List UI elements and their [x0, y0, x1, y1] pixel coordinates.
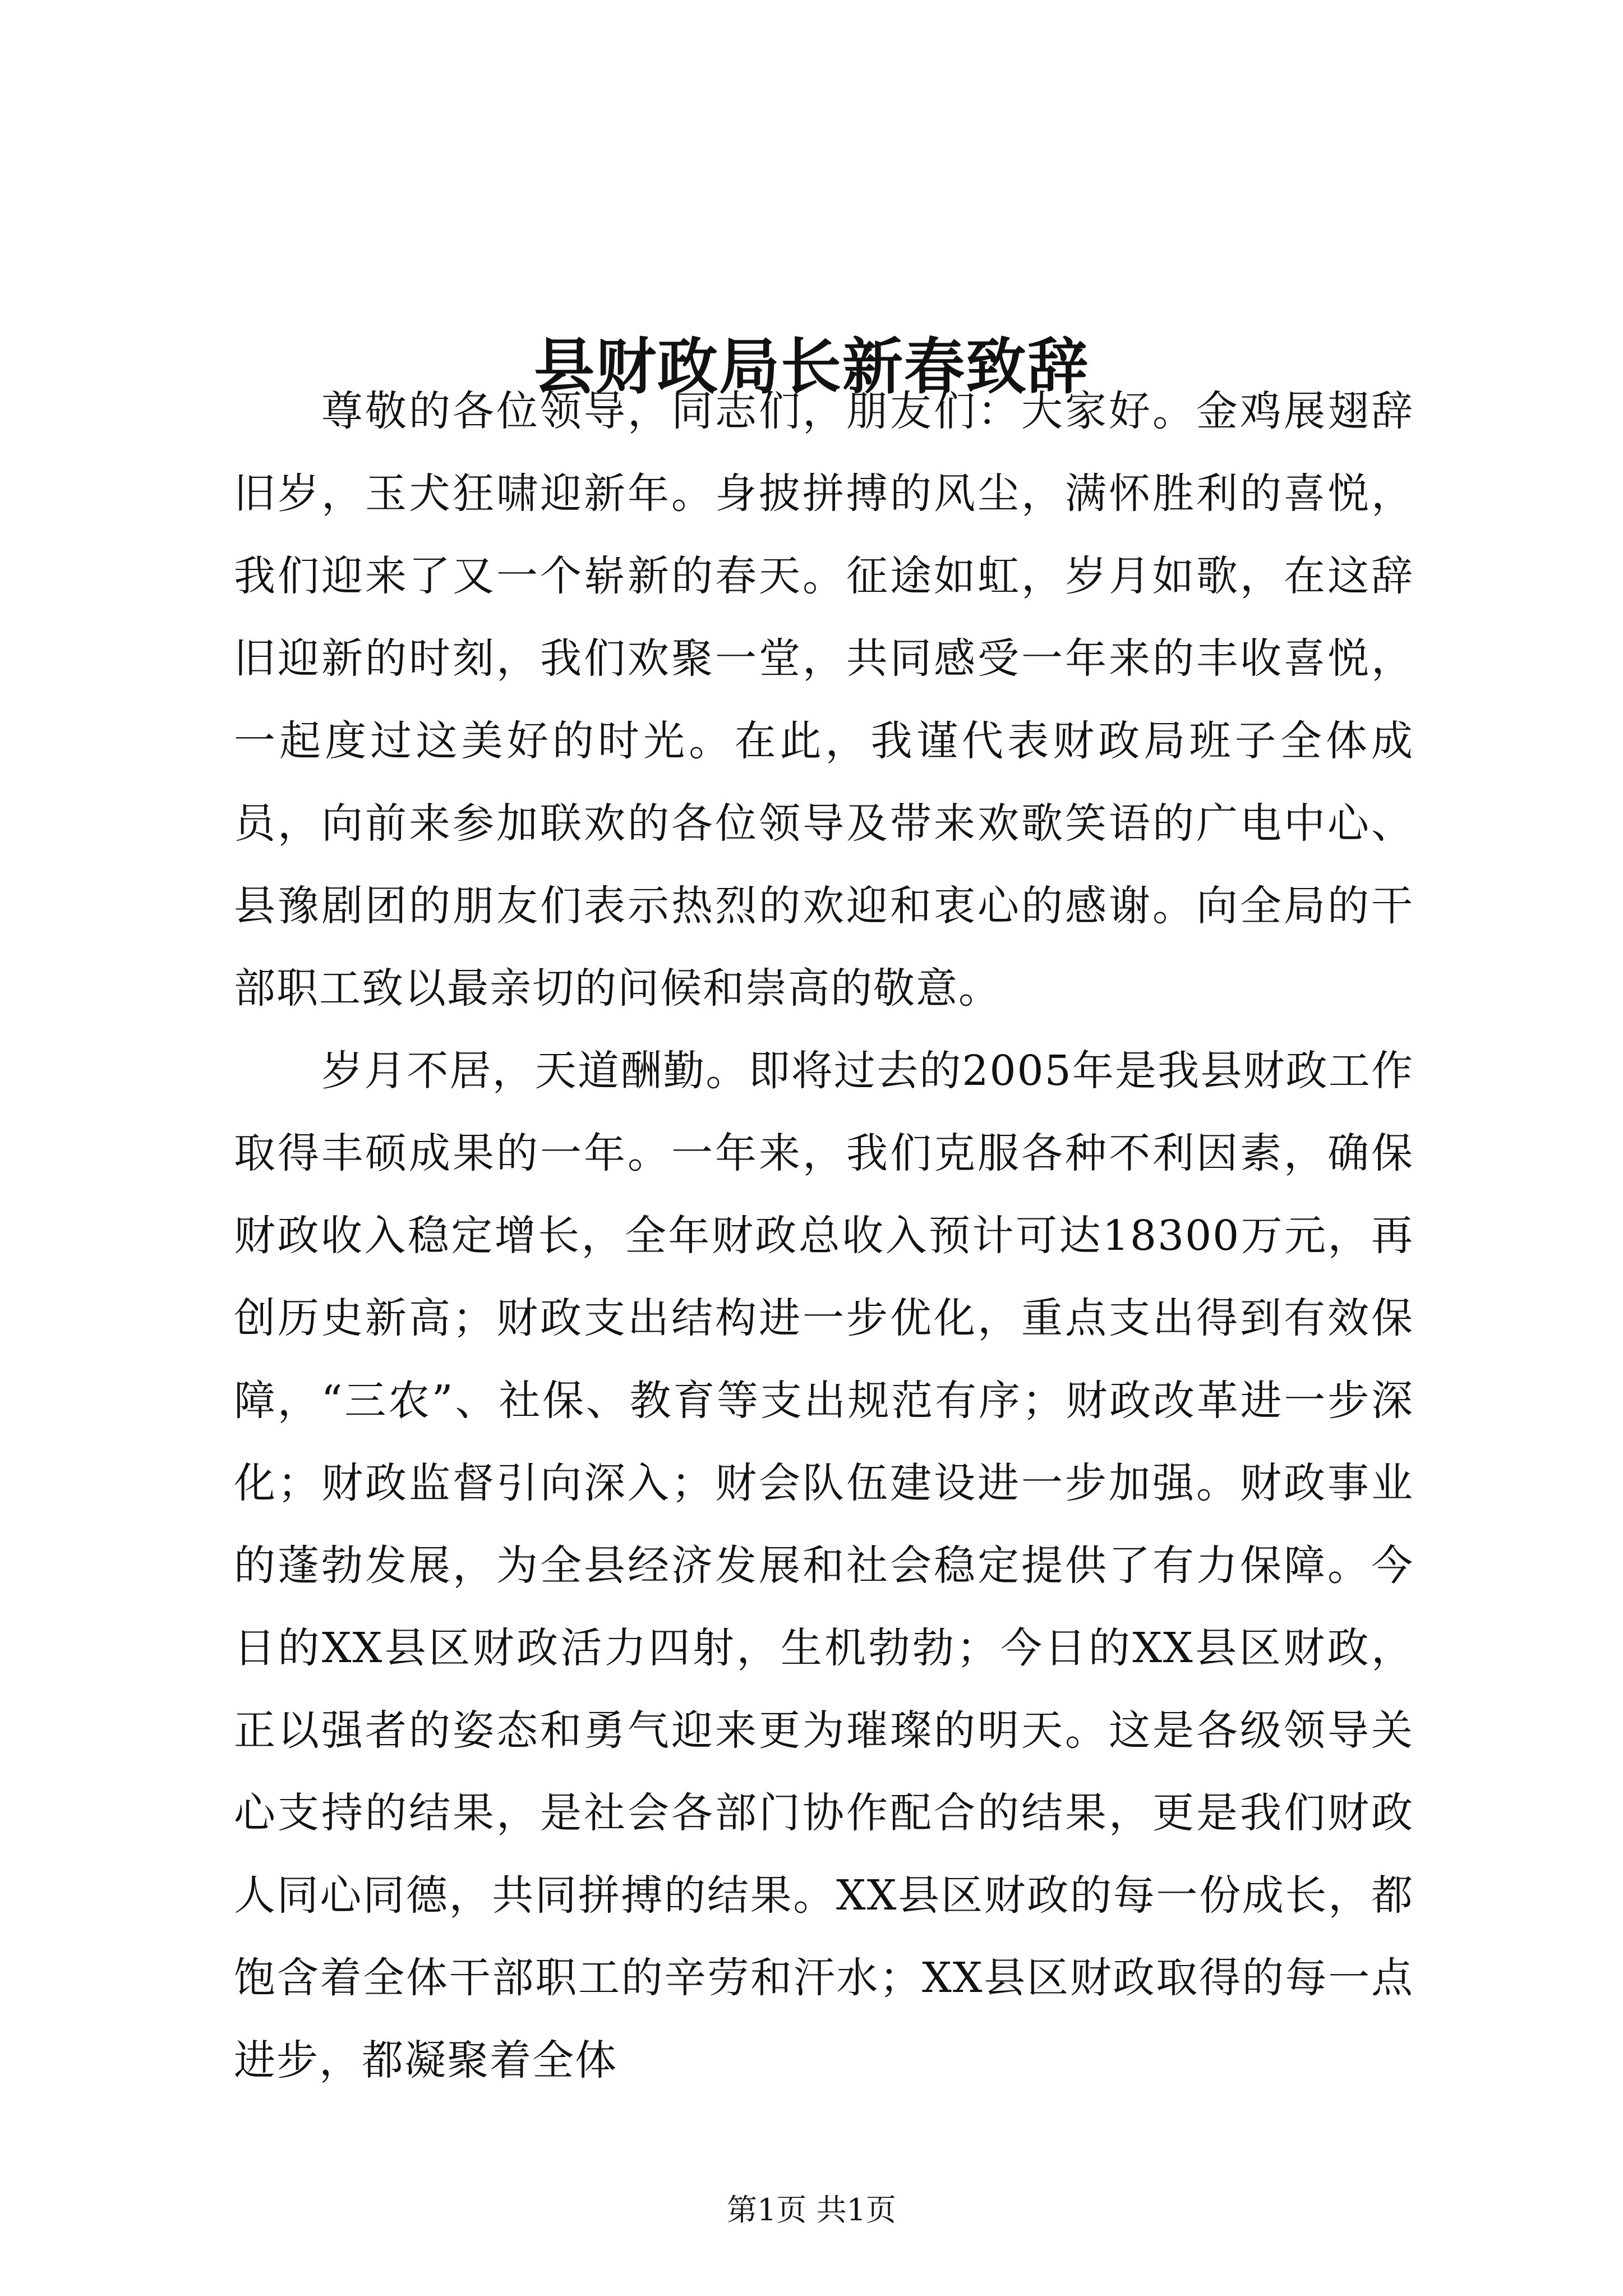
document-title: 县财政局长新春致辞 — [533, 332, 1089, 403]
paragraph-achievements: 岁月不居，天道酬勤。即将过去的2005年是我县财政工作取得丰硕成果的一年。一年来，我们克服各种不利因素，确保财政收入稳定增长，全年财政总收入预计可达18300万元，再创历史新高；财政支出结构进一步优化，重点支出得到有效保障，“三农”、社保、教育等支出规范有序；财政改革进一步深化；财政监督引向深入；财会队伍建设进一步加强。财政事业的蓬勃发展，为全县经济发展和社会稳定提供了有力保障。今日的XX县区财政活力四射，生机勃勃；今日的XX县区财政，正以强者的姿态和勇气迎来更为璀璨的明天。这是各级领导关心支持的结果，是社会各部门协作配合的结果，更是我们财政人同心同德，共同拼搏的结果。XX县区财政的每一份成长，都饱含着全体干部职工的辛劳和汗水；XX县区财政取得的每一点进步，都凝聚着全体 — [234, 1047, 1414, 2085]
document-body — [234, 370, 1414, 2102]
paragraph-greeting: 尊敬的各位领导，同志们，朋友们：大家好。金鸡展翅辞旧岁，玉犬狂啸迎新年。身披拼搏的风尘，满怀胜利的喜悦，我们迎来了又一个崭新的春天。征途如虹，岁月如歌，在这辞旧迎新的时刻，我们欢聚一堂，共同感受一年来的丰收喜悦，一起度过这美好的时光。在此，我谨代表财政局班子全体成员，向前来参加联欢的各位领导及带来欢歌笑语的广电中心、县豫剧团的朋友们表示热烈的欢迎和衷心的感谢。向全局的干部职工致以最亲切的问候和崇高的敬意。 — [234, 387, 1414, 1013]
page-footer: 第1页 共1页 — [727, 2192, 896, 2228]
